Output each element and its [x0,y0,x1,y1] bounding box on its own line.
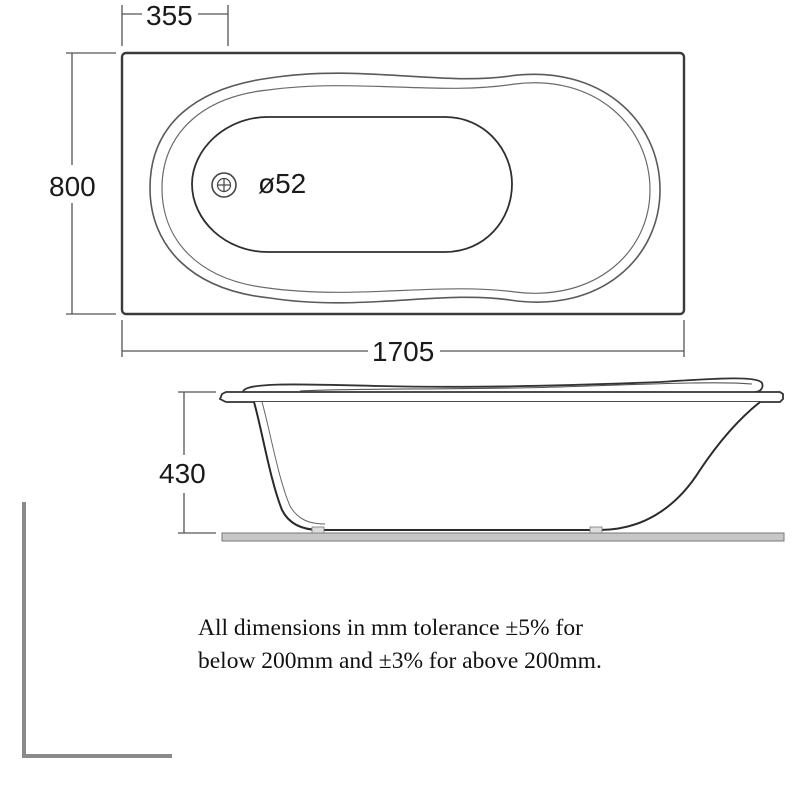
height-label: 430 [159,458,206,489]
tolerance-note-line-1: All dimensions in mm tolerance ±5% for [198,615,583,641]
plan-view [49,0,684,367]
offset-label: 355 [146,0,193,31]
tolerance-note [198,612,788,678]
floor-line [222,533,784,541]
side-elevation [159,378,784,541]
width-label: 800 [49,171,96,202]
tolerance-note-line-2: below 200mm and ±3% for above 200mm. [198,648,602,674]
waste-diameter-label: ø52 [258,168,307,199]
length-label: 1705 [372,336,435,367]
waste-icon [212,173,236,197]
corner-frame-line [24,502,172,756]
bath-foot-right [590,527,602,533]
rim-profile [220,392,783,402]
bath-rim-outline [122,53,684,314]
bath-foot-left [312,527,324,533]
bath-body-profile [254,402,760,530]
